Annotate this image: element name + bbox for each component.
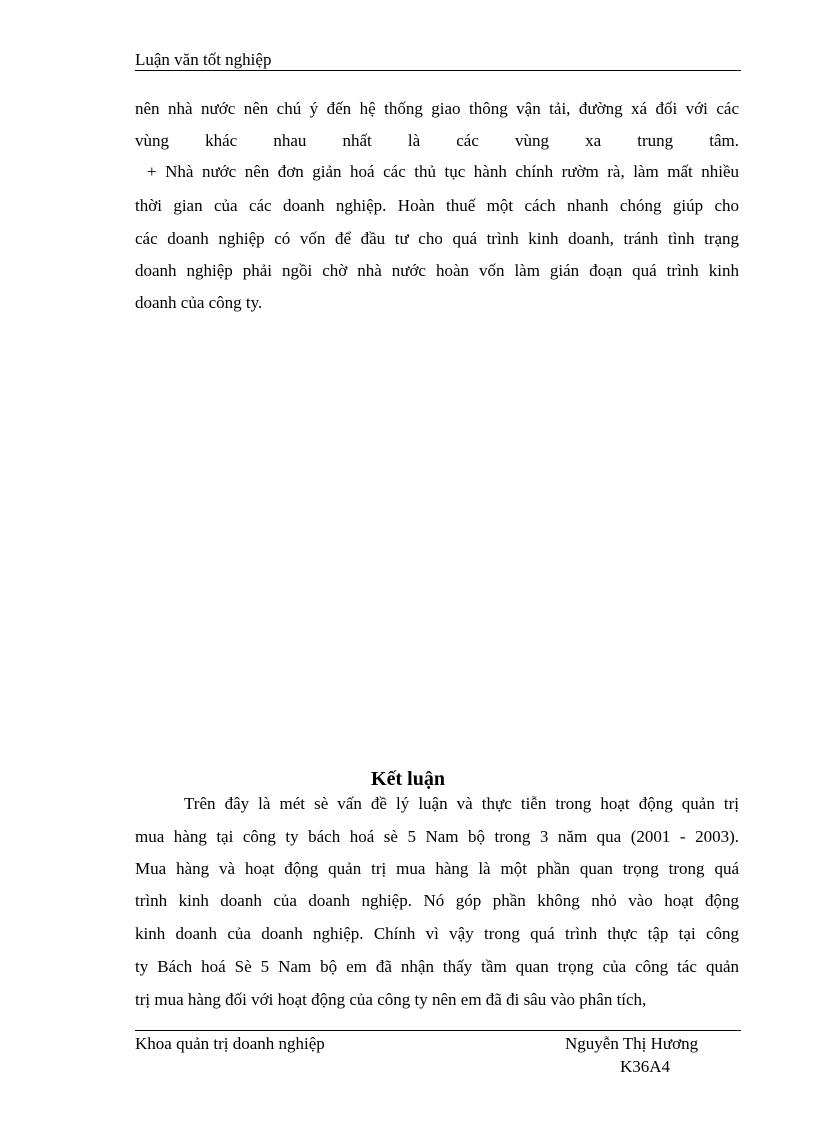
text-line: + Nhà nước nên đơn giản hoá các thủ tục hành chính rườm rà, làm mất nhiều bbox=[147, 162, 739, 181]
footer-divider bbox=[135, 1030, 741, 1031]
text-line: kinh doanh của doanh nghiệp. Chính vì vậy trong quá trình thực tập tại công bbox=[135, 924, 739, 943]
text-line: các doanh nghiệp có vốn để đầu tư cho quá trình kinh doanh, tránh tình trạng bbox=[135, 229, 739, 248]
header-title: Luận văn tốt nghiệp bbox=[135, 50, 272, 69]
text-line: doanh của công ty. bbox=[135, 293, 263, 312]
text-line: thời gian của các doanh nghiệp. Hoàn thuế một cách nhanh chóng giúp cho bbox=[135, 196, 739, 215]
text-line: ty Bách hoá Sè 5 Nam bộ em đã nhận thấy tầm quan trọng của công tác quản bbox=[135, 957, 739, 976]
text-line: trình kinh doanh của doanh nghiệp. Nó góp phần không nhỏ vào hoạt động bbox=[135, 891, 739, 910]
text-line: Trên đây là mét sè vấn đề lý luận và thực tiễn trong hoạt động quản trị bbox=[184, 794, 739, 813]
header-divider bbox=[135, 70, 741, 71]
footer-class-code: K36A4 bbox=[620, 1057, 671, 1076]
footer-author: Nguyễn Thị Hương bbox=[565, 1034, 699, 1053]
text-line: vùng khác nhau nhất là các vùng xa trung tâm. bbox=[135, 131, 739, 150]
text-line: Mua hàng và hoạt động quản trị mua hàng là một phần quan trọng trong quá bbox=[135, 859, 739, 878]
text-line: mua hàng tại công ty bách hoá sè 5 Nam bộ trong 3 năm qua (2001 - 2003). bbox=[135, 827, 739, 846]
text-line: doanh nghiệp phải ngồi chờ nhà nước hoàn vốn làm gián đoạn quá trình kinh bbox=[135, 261, 739, 280]
text-line: nên nhà nước nên chú ý đến hệ thống giao thông vận tải, đường xá đối với các bbox=[135, 99, 739, 118]
footer-department: Khoa quản trị doanh nghiệp bbox=[135, 1034, 325, 1053]
text-line: trị mua hàng đối với hoạt động của công ty nên em đã đi sâu vào phân tích, bbox=[135, 990, 647, 1009]
section-title: Kết luận bbox=[371, 768, 445, 790]
